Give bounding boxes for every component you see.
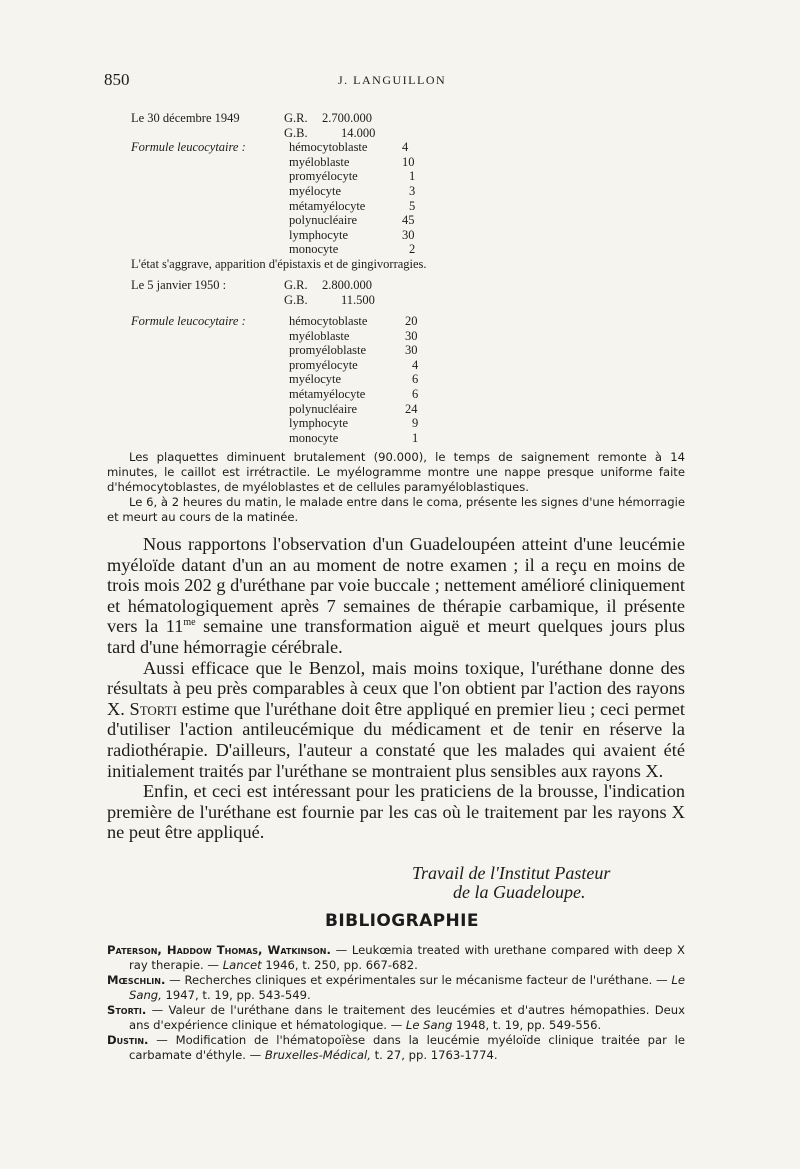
- case2-cell-value: 6: [412, 387, 419, 401]
- case1-cell-name: polynucléaire: [289, 213, 358, 227]
- bib-text: — Leukœmia treated with urethane compared with deep X ray therapie. —: [129, 943, 685, 972]
- main-text: [107, 534, 685, 843]
- bib-ref: 1946, t. 250, pp. 667-682.: [261, 958, 418, 972]
- case2-formula-label: Formule leucocytaire :: [131, 314, 246, 328]
- bib-journal: Le Sang: [405, 1018, 453, 1032]
- case1-cell-value: 10: [402, 155, 415, 169]
- bib-text: — Recherches cliniques et expérimentales sur le mécanisme facteur de l'uréthane. —: [165, 973, 672, 987]
- case1-cell-name: promyélocyte: [289, 169, 358, 183]
- case2-cell-value: 4: [412, 358, 419, 372]
- bib-journal: Lancet: [222, 958, 262, 972]
- case1-formula-label: Formule leucocytaire :: [131, 140, 246, 154]
- case1-cell-value: 2: [409, 242, 416, 256]
- case1-cell-value: 3: [409, 184, 416, 198]
- observation-text-b: semaine une transformation aiguë et meurt quelques jours plus tard d'une hémorragie cérébrale.: [107, 616, 685, 657]
- conclusion-paragraph: Enfin, et ceci est intéressant pour les praticiens de la brousse, l'indication première de l'uréthane est fournie par les cas où le traitement par les rayons X ne peut être appliqué.: [107, 781, 685, 843]
- case2-cell-name: hémocytoblaste: [289, 314, 368, 328]
- case1-cell-name: métamyélocyte: [289, 199, 366, 213]
- bib-authors: Dustin.: [107, 1033, 149, 1047]
- page-number: 850: [104, 70, 130, 89]
- bib-ref: t. 27, pp. 1763-1774.: [370, 1048, 498, 1062]
- case2-cell-value: 20: [405, 314, 418, 328]
- case2-date: Le 5 janvier 1950 :: [131, 278, 227, 292]
- case1-cell-value: 5: [409, 199, 416, 213]
- bibliography-list: [107, 943, 685, 1063]
- case1-cell-value: 4: [402, 140, 409, 154]
- signature-line-1: Travail de l'Institut Pasteur: [412, 863, 611, 883]
- case2-gb-value: 11.500: [341, 293, 375, 307]
- case2-cell-value: 30: [405, 329, 418, 343]
- observation-text-a: Nous rapportons l'observation d'un Guadeloupéen atteint d'une leucémie myéloïde datant d'un an au moment de notre examen ; il a reçu en moins de trois mois 202 g d'uréthane par voie buccale ; nettement amélioré cliniquement et hématologiquement après 7 semaines de thérapie carbamique, il présente vers la 11: [107, 534, 685, 637]
- case2-cell-name: promyéloblaste: [289, 343, 367, 357]
- bib-authors: Mœschlin.: [107, 973, 166, 987]
- efficacy-text-b: estime que l'uréthane doit être appliqué en premier lieu ; ceci permet d'utiliser l'action antileucémique du médicament et de tenir en réserve la radiothérapie. D'ailleurs, l'auteur a constaté que les malades qui avaient été initialement traités par l'uréthane se montraient plus sensibles aux rayons X.: [107, 698, 685, 781]
- case1-gb-value: 14.000: [341, 126, 376, 140]
- case1-gb-label: G.B.: [284, 126, 308, 140]
- case2-cell-name: myéloblaste: [289, 329, 350, 343]
- case2-cell-value: 24: [405, 402, 418, 416]
- bib-text: — Valeur de l'uréthane dans le traitement des leucémies et d'autres hémopathies. Deux ans d'expérience clinique et hématologique. —: [129, 1003, 685, 1032]
- case1-date: Le 30 décembre 1949: [131, 111, 240, 125]
- case2-cell-name: lymphocyte: [289, 416, 349, 430]
- case2-cell-name: myélocyte: [289, 372, 342, 386]
- bib-authors: Paterson, Haddow Thomas, Watkinson.: [107, 943, 331, 957]
- bib-entry: [107, 1003, 685, 1033]
- case2-gb-label: G.B.: [284, 293, 308, 307]
- bibliography-title: BIBLIOGRAPHIE: [325, 911, 479, 931]
- outcome-paragraph: Le 6, à 2 heures du matin, le malade entre dans le coma, présente les signes d'une hémorragie et meurt au cours de la matinée.: [107, 495, 685, 524]
- case1-gr-value: 2.700.000: [322, 111, 372, 125]
- case2-cell-name: polynucléaire: [289, 402, 358, 416]
- case2-gr-label: G.R.: [284, 278, 308, 292]
- author-name-storti: Storti: [129, 698, 177, 719]
- case1-cell-name: myélocyte: [289, 184, 342, 198]
- bib-ref: 1948, t. 19, pp. 549-556.: [452, 1018, 602, 1032]
- case1-cell-name: hémocytoblaste: [289, 140, 368, 154]
- bib-ref: 1947, t. 19, pp. 543-549.: [161, 988, 311, 1002]
- efficacy-text-a: Aussi efficace que le Benzol, mais moins toxique, l'uréthane donne des résultats à peu près comparables à ceux que l'on obtient par l'action des rayons X.: [107, 657, 685, 719]
- case1-cell-name: lymphocyte: [289, 228, 349, 242]
- case2-cell-name: monocyte: [289, 431, 339, 445]
- case2-cell-name: promyélocyte: [289, 358, 358, 372]
- bib-text: — Modification de l'hématopoïèse dans la leucémie myéloïde clinique traitée par le carbamate d'éthyle. —: [129, 1033, 685, 1062]
- case2-block: [131, 278, 691, 448]
- case2-cell-value: 6: [412, 372, 419, 386]
- case1-cell-name: monocyte: [289, 242, 339, 256]
- signature-line-2: de la Guadeloupe.: [453, 882, 586, 902]
- bib-entry: [107, 1033, 685, 1063]
- case1-cell-name: myéloblaste: [289, 155, 350, 169]
- bib-authors: Storti.: [107, 1003, 147, 1017]
- clinical-notes: [107, 450, 685, 525]
- worsening-note: L'état s'aggrave, apparition d'épistaxis et de gingivorragies.: [131, 257, 427, 271]
- platelets-paragraph: Les plaquettes diminuent brutalement (90.000), le temps de saignement remonte à 14 minutes, le caillot est irrétractile. Le myélogramme montre une nappe presque uniforme faite d'hémocytoblastes, de myéloblastes et de cellules paramyéloblastiques.: [107, 450, 685, 494]
- case1-block: [131, 111, 691, 261]
- running-head: J. LANGUILLON: [338, 73, 447, 87]
- observation-paragraph: [107, 534, 685, 658]
- bib-entry: [107, 943, 685, 973]
- case2-cell-value: 9: [412, 416, 419, 430]
- ordinal-suffix: me: [183, 617, 196, 629]
- efficacy-paragraph: [107, 658, 685, 782]
- bib-journal: Le Sang,: [129, 973, 685, 1002]
- bib-entry: [107, 973, 685, 1003]
- case2-cell-value: 1: [412, 431, 419, 445]
- case1-gr-label: G.R.: [284, 111, 308, 125]
- bib-journal: Bruxelles-Médical,: [264, 1048, 371, 1062]
- case1-cell-value: 30: [402, 228, 415, 242]
- case2-cell-value: 30: [405, 343, 418, 357]
- case1-cell-value: 45: [402, 213, 415, 227]
- case2-cell-name: métamyélocyte: [289, 387, 366, 401]
- case2-gr-value: 2.800.000: [322, 278, 372, 292]
- case1-cell-value: 1: [409, 169, 416, 183]
